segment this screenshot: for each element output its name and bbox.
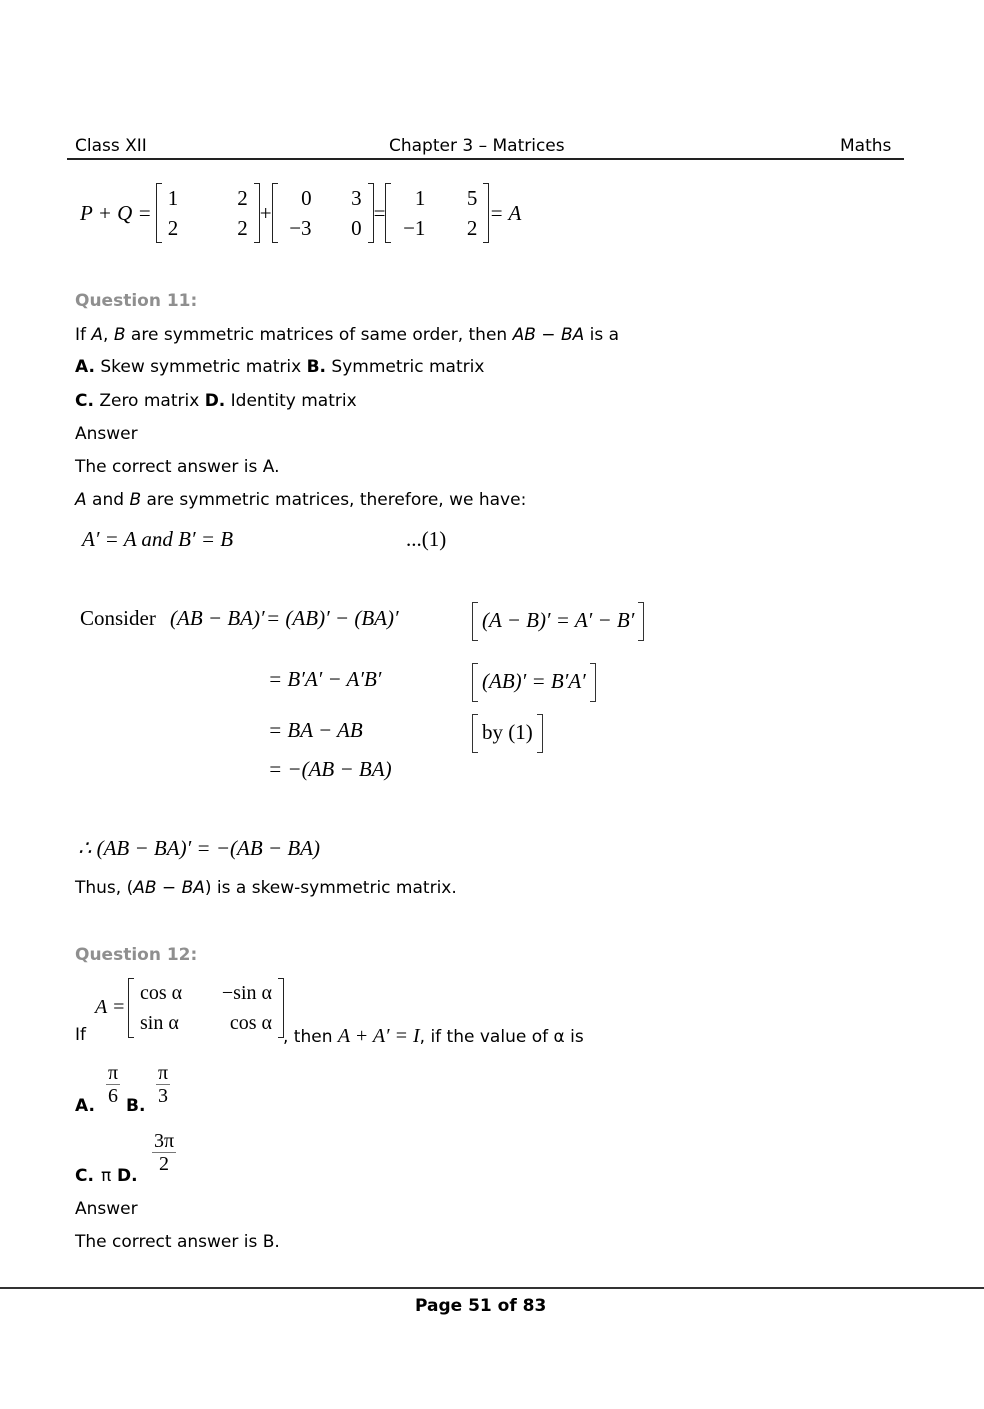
question-12-heading: Question 12:	[75, 945, 198, 965]
proof-line1-note: (A − B)′ = A′ − B′	[472, 606, 644, 635]
option-d-text: Identity matrix	[225, 391, 357, 411]
option-c-key: C.	[75, 391, 94, 411]
header-subject: Maths	[840, 136, 892, 156]
equals-sign: =	[373, 200, 386, 225]
option-a-text: Skew symmetric matrix	[94, 357, 307, 377]
matrix-a-result: 1 5 −1 2	[385, 183, 489, 243]
proof-consider-label: Consider	[80, 606, 156, 630]
proof-line3-note: by (1)	[472, 718, 543, 747]
question-11-conclusion: Thus, (AB − BA) is a skew-symmetric matrix.	[75, 878, 457, 898]
question-12-stem-tail: , then A + A′ = I, if the value of α is	[283, 1025, 584, 1047]
option-a-key: A.	[75, 357, 95, 377]
proof-therefore: ∴ (AB − BA)′ = −(AB − BA)	[78, 836, 320, 860]
question-11-options-ab	[75, 357, 484, 377]
option-d-key: D.	[117, 1166, 138, 1186]
equation-lhs: P + Q =	[80, 200, 152, 225]
question-11-answer-text: The correct answer is A.	[75, 457, 280, 477]
proof-line1-rhs: = (AB)′ − (BA)′	[266, 606, 399, 630]
question-11-reason: A and B are symmetric matrices, therefore, we have:	[75, 490, 527, 510]
equation-rhs: = A	[489, 200, 522, 225]
option-c-text: Zero matrix	[93, 391, 205, 411]
option-d-key: D.	[204, 391, 226, 411]
prev-solution-equation	[80, 180, 521, 246]
question-12-matrix: cos α −sin α sin α cos α	[128, 978, 284, 1038]
proof-line3: = BA − AB	[268, 718, 363, 742]
option-d-fraction: $\frac{3\pi}{2}$	[154, 1130, 175, 1175]
question-12-answer-text: The correct answer is B.	[75, 1232, 280, 1252]
matrix-q: 0 3 −3 0	[272, 183, 374, 243]
proof-line1-lhs: (AB − BA)′	[170, 606, 265, 630]
option-a-fraction: $\frac{\pi}{6}$	[108, 1062, 119, 1107]
option-b-fraction: $\frac{\pi}{3}$	[158, 1062, 169, 1107]
matrix-p: 1 2 2 2	[156, 183, 260, 243]
question-11-heading: Question 11:	[75, 291, 198, 311]
header-class: Class XII	[75, 136, 147, 156]
proof-line2-note: (AB)′ = B′A′	[472, 667, 596, 696]
plus-sign: +	[259, 200, 272, 225]
question-12-if-label: If	[75, 1025, 86, 1045]
equation-1-ref: ...(1)	[406, 527, 447, 551]
question-11-stem: If A, B are symmetric matrices of same order, then AB − BA is a	[75, 325, 620, 345]
question-11-answer-label: Answer	[75, 424, 138, 444]
option-b-text: Symmetric matrix	[326, 357, 485, 377]
proof-line2: = B′A′ − A′B′	[268, 667, 382, 691]
option-b-key: B.	[126, 1096, 146, 1116]
proof-line4: = −(AB − BA)	[268, 757, 392, 781]
equation-1: A′ = A and B′ = B	[82, 527, 234, 551]
question-12-answer-label: Answer	[75, 1199, 138, 1219]
option-b-key: B.	[306, 357, 327, 377]
option-c-text: π	[101, 1166, 112, 1186]
footer-rule	[0, 1287, 984, 1289]
question-11-options-cd	[75, 391, 357, 411]
page-number: Page 51 of 83	[415, 1296, 547, 1316]
header-rule	[67, 158, 904, 160]
header-chapter: Chapter 3 – Matrices	[389, 136, 565, 156]
question-12-matrix-lhs: A =	[95, 996, 126, 1018]
option-a-key: A.	[75, 1096, 95, 1116]
option-c-key: C.	[75, 1166, 94, 1186]
